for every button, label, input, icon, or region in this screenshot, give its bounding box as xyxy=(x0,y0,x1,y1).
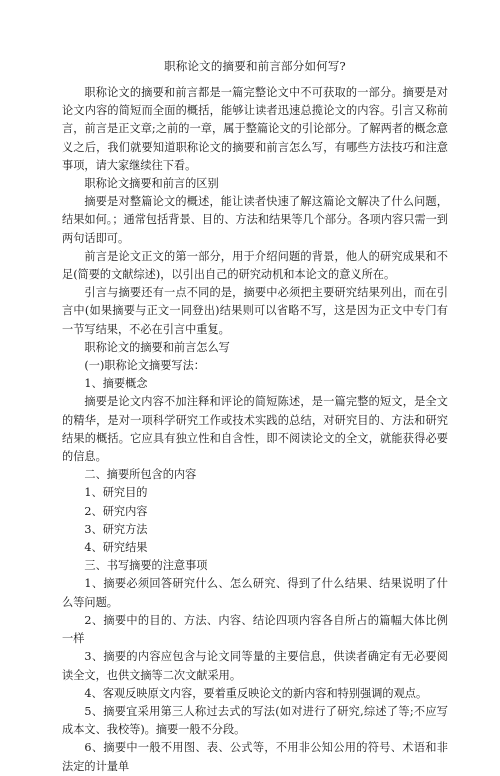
note-item: 4、客观反映原文内容，要着重反映论文的新内容和特别强调的观点。 xyxy=(84,686,428,700)
intro-paragraph: 职称论文的摘要和前言都是一篇完整论文中不可获取的一部分。摘要是对论文内容的简短而全面的概括，能够让读者迅速总揽论文的内容。引言又称前言，前言是正文章;之前的一章，属于整篇论文的引论部分。了解两者的概念意义之后，我们就要知道职称论文的摘要和前言怎么写，有哪些方法技巧和注意事项，请大家继续往下看。 xyxy=(62,86,448,172)
heading-abstract-content: 二、摘要所包含的内容 xyxy=(84,468,197,482)
list-item: 4、研究结果 xyxy=(84,541,148,555)
heading-abstract-concept: 1、摘要概念 xyxy=(84,377,148,391)
note-item: 5、摘要宜采用第三人称过去式的写法(如对进行了研究,综述了等;不应写成本文、我校等)。摘要一般不分段。 xyxy=(62,704,448,737)
note-item: 2、摘要中的目的、方法、内容、结论四项内容各自所占的篇幅大体比例一样 xyxy=(62,613,448,646)
heading-abstract-method: (一)职称论文摘要写法： xyxy=(84,359,205,373)
difference-paragraph-2: 前言是论文正文的第一部分，用于介绍问题的背景，他人的研究成果和不足(简要的文献综述)，以引出自己的研究动机和本论文的意义所在。 xyxy=(62,249,448,282)
abstract-concept-paragraph: 摘要是论文内容不加注释和评论的简短陈述，是一篇完整的短文，是全文的精华，是对一项科学研究工作或技术实践的总结，对研究目的、方法和研究结果的概括。它应具有独立性和自含性，即不阅读论文的全文，就能获得必要的信息。 xyxy=(62,395,448,464)
document-title: 职称论文的摘要和前言部分如何写? xyxy=(164,59,346,73)
note-item: 1、摘要必须回答研究什么、怎么研究、得到了什么结果、结果说明了什么等问题。 xyxy=(62,577,448,609)
heading-difference: 职称论文摘要和前言的区别 xyxy=(84,177,219,191)
heading-how-to-write: 职称论文的摘要和前言怎么写 xyxy=(84,340,230,354)
heading-notes: 三、书写摘要的注意事项 xyxy=(84,559,208,573)
note-item: 3、摘要的内容应包含与论文同等量的主要信息，供读者确定有无必要阅读全文，也供文摘等二次文献采用。 xyxy=(62,650,448,682)
list-item: 1、研究目的 xyxy=(84,486,148,500)
note-item: 6、摘要中一般不用图、表、公式等，不用非公知公用的符号、术语和非法定的计量单 xyxy=(62,741,448,773)
list-item: 2、研究内容 xyxy=(84,504,148,518)
list-item: 3、研究方法 xyxy=(84,522,148,536)
difference-paragraph-3: 引言与摘要还有一点不同的是，摘要中必须把主要研究结果列出，而在引言中(如果摘要与正文一同登出)结果则可以省略不写，这是因为正文中专门有一节写结果，不必在引言中重复。 xyxy=(62,286,448,336)
difference-paragraph-1: 摘要是对整篇论文的概述，能让读者快速了解这篇论文解决了什么问题，结果如何。；通常包括背景、目的、方法和结果等几个部分。各项内容只需一到两句话即可。 xyxy=(62,195,448,245)
